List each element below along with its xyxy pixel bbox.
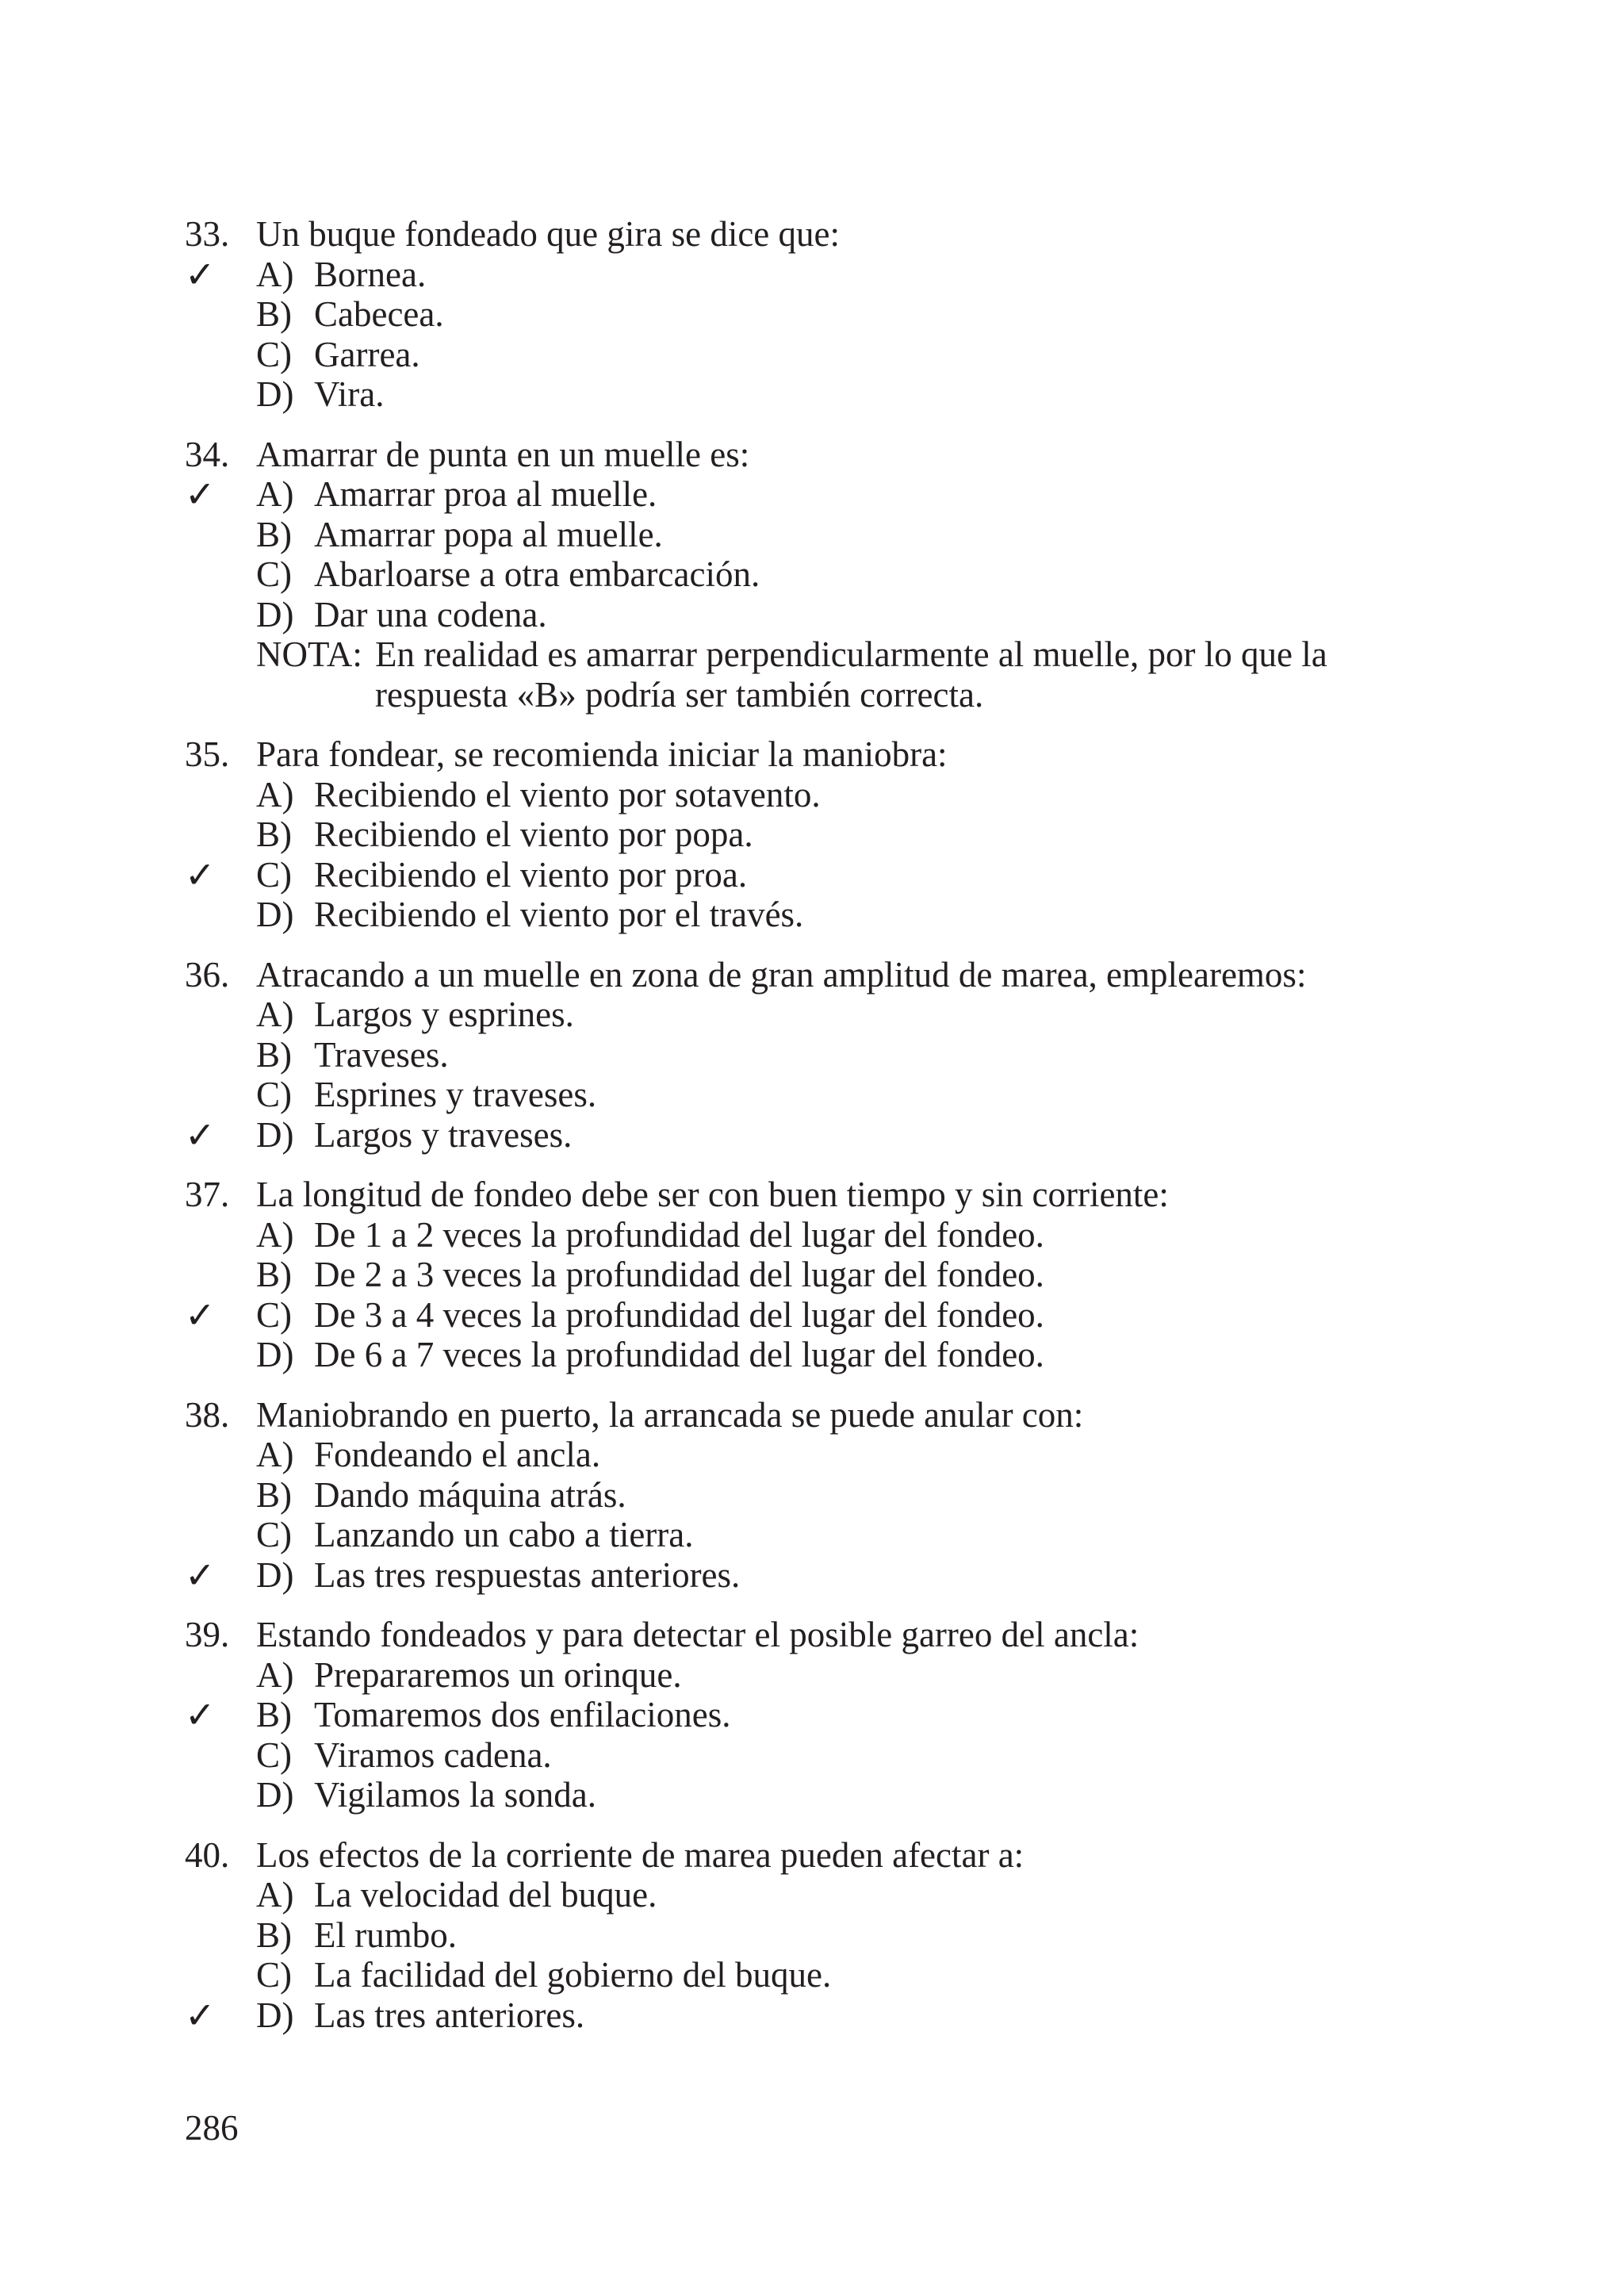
- answer-option: [185, 1775, 1454, 1815]
- answer-option: [185, 335, 1454, 375]
- option-letter: B): [256, 1474, 292, 1515]
- answer-option: [185, 474, 1454, 515]
- question-stem: [185, 214, 1454, 255]
- answer-option: [185, 515, 1454, 555]
- option-text: De 1 a 2 veces la profundidad del lugar del fondeo.: [314, 1214, 1044, 1255]
- note-line: [185, 634, 1469, 675]
- question-text: Un buque fondeado que gira se dice que:: [256, 214, 840, 254]
- question-block: [185, 435, 1454, 715]
- option-text: La facilidad del gobierno del buque.: [314, 1955, 832, 1995]
- option-letter: C): [256, 334, 292, 374]
- option-letter: D): [256, 374, 294, 414]
- question-list: [185, 214, 1454, 2055]
- answer-option: [185, 554, 1454, 595]
- answer-option: [185, 1335, 1454, 1375]
- answer-option: [185, 1735, 1454, 1776]
- question-number: 40.: [185, 1834, 230, 1875]
- option-text: De 6 a 7 veces la profundidad del lugar del fondeo.: [314, 1335, 1044, 1374]
- question-block: [185, 214, 1454, 415]
- option-letter: A): [256, 474, 294, 514]
- question-stem: [185, 1175, 1454, 1215]
- question-number: 35.: [185, 734, 230, 774]
- option-text: Traveses.: [314, 1034, 449, 1075]
- question-number: 34.: [185, 434, 230, 474]
- question-block: [185, 955, 1454, 1156]
- checkmark-icon: ✓: [185, 252, 216, 296]
- answer-option: [185, 1695, 1454, 1735]
- answer-option: [185, 1255, 1454, 1295]
- answer-option: [185, 294, 1454, 335]
- option-text: Fondeando el ancla.: [314, 1435, 601, 1474]
- option-text: Cabecea.: [314, 294, 444, 334]
- option-text: Prepararemos un orinque.: [314, 1654, 682, 1695]
- option-letter: A): [256, 995, 294, 1034]
- option-text: Largos y esprines.: [314, 995, 574, 1034]
- option-letter: C): [256, 1294, 292, 1335]
- option-letter: C): [256, 554, 292, 594]
- question-text: Atracando a un muelle en zona de gran amplitud de marea, emplearemos:: [256, 954, 1307, 995]
- answer-option: [185, 855, 1454, 895]
- question-number: 37.: [185, 1175, 230, 1214]
- checkmark-icon: ✓: [185, 1993, 216, 2037]
- checkmark-icon: ✓: [185, 1553, 216, 1596]
- option-text: Abarloarse a otra embarcación.: [314, 554, 760, 594]
- question-number: 38.: [185, 1394, 230, 1435]
- option-text: Dar una codena.: [314, 594, 547, 634]
- page-number: 286: [185, 2108, 239, 2148]
- option-text: Garrea.: [314, 334, 420, 374]
- option-letter: A): [256, 1654, 294, 1695]
- question-block: [185, 1395, 1454, 1596]
- checkmark-icon: ✓: [185, 1113, 216, 1156]
- option-text: Amarrar popa al muelle.: [314, 514, 663, 554]
- option-letter: A): [256, 1214, 294, 1255]
- question-text: Para fondear, se recomienda iniciar la maniobra:: [256, 734, 948, 774]
- question-text: La longitud de fondeo debe ser con buen tiempo y sin corriente:: [256, 1175, 1169, 1214]
- answer-option: [185, 1035, 1454, 1075]
- option-letter: C): [256, 1955, 292, 1995]
- option-letter: C): [256, 1734, 292, 1775]
- option-letter: B): [256, 1034, 292, 1075]
- answer-option: [185, 1295, 1454, 1336]
- question-number: 36.: [185, 954, 230, 995]
- answer-option: [185, 1515, 1454, 1555]
- option-text: Las tres respuestas anteriores.: [314, 1554, 741, 1595]
- option-text: El rumbo.: [314, 1915, 457, 1955]
- option-letter: D): [256, 1554, 294, 1595]
- answer-option: [185, 374, 1454, 415]
- option-text: Recibiendo el viento por sotavento.: [314, 774, 821, 815]
- option-text: Dando máquina atrás.: [314, 1474, 626, 1515]
- answer-option: [185, 1955, 1454, 1995]
- option-text: De 3 a 4 veces la profundidad del lugar del fondeo.: [314, 1294, 1044, 1335]
- option-letter: D): [256, 594, 294, 634]
- answer-option: [185, 595, 1454, 635]
- option-text: Vigilamos la sonda.: [314, 1775, 597, 1815]
- option-text: Tomaremos dos enfilaciones.: [314, 1695, 731, 1734]
- option-text: La velocidad del buque.: [314, 1875, 657, 1915]
- answer-option: [185, 1875, 1454, 1915]
- question-text: Estando fondeados y para detectar el posible garreo del ancla:: [256, 1615, 1139, 1654]
- question-stem: [185, 1615, 1454, 1655]
- answer-option: [185, 1075, 1454, 1115]
- answer-option: [185, 1215, 1454, 1255]
- option-letter: C): [256, 1075, 292, 1114]
- note-text: En realidad es amarrar perpendicularmente al muelle, por lo que la: [375, 634, 1327, 674]
- question-block: [185, 1615, 1454, 1815]
- checkmark-icon: ✓: [185, 1693, 216, 1736]
- answer-option: [185, 1995, 1454, 2036]
- option-text: Esprines y traveses.: [314, 1075, 597, 1114]
- answer-option: [185, 252, 1454, 296]
- answer-option: [185, 895, 1454, 935]
- option-letter: A): [256, 1875, 294, 1915]
- question-stem: [185, 1395, 1454, 1435]
- answer-option: [185, 1475, 1454, 1516]
- option-text: Recibiendo el viento por popa.: [314, 815, 753, 854]
- option-letter: D): [256, 1995, 294, 2035]
- answer-option: [185, 1435, 1454, 1475]
- option-text: Las tres anteriores.: [314, 1995, 585, 2035]
- option-letter: D): [256, 1114, 294, 1155]
- option-letter: B): [256, 1915, 292, 1955]
- answer-option: [185, 1115, 1454, 1156]
- answer-option: [185, 1915, 1454, 1956]
- option-letter: A): [256, 1435, 294, 1474]
- option-letter: D): [256, 895, 294, 934]
- option-letter: A): [256, 774, 294, 815]
- question-stem: [185, 1835, 1454, 1876]
- option-text: Vira.: [314, 374, 385, 414]
- answer-option: [185, 815, 1454, 855]
- option-letter: B): [256, 514, 292, 554]
- question-block: [185, 1175, 1454, 1375]
- option-letter: B): [256, 815, 292, 854]
- question-number: 33.: [185, 214, 230, 254]
- question-number: 39.: [185, 1615, 230, 1654]
- answer-option: [185, 995, 1454, 1035]
- question-text: Los efectos de la corriente de marea pueden afectar a:: [256, 1834, 1025, 1875]
- option-text: Largos y traveses.: [314, 1114, 573, 1155]
- option-letter: D): [256, 1775, 294, 1815]
- option-text: Bornea.: [314, 254, 427, 294]
- option-text: Recibiendo el viento por proa.: [314, 854, 748, 895]
- note-continuation: respuesta «B» podría ser también correcta.: [375, 674, 984, 715]
- question-stem: [185, 734, 1454, 775]
- question-text: Amarrar de punta en un muelle es:: [256, 434, 750, 474]
- option-letter: D): [256, 1335, 294, 1374]
- checkmark-icon: ✓: [185, 473, 216, 516]
- option-text: Amarrar proa al muelle.: [314, 474, 657, 514]
- option-text: Viramos cadena.: [314, 1734, 552, 1775]
- answer-option: [185, 1655, 1454, 1696]
- option-letter: B): [256, 1695, 292, 1734]
- question-stem: [185, 435, 1454, 475]
- option-text: Recibiendo el viento por el través.: [314, 895, 804, 934]
- answer-option: [185, 1555, 1454, 1596]
- note-label: NOTA:: [256, 634, 362, 674]
- option-text: Lanzando un cabo a tierra.: [314, 1515, 694, 1554]
- option-letter: C): [256, 854, 292, 895]
- option-letter: A): [256, 254, 294, 294]
- option-letter: C): [256, 1515, 292, 1554]
- checkmark-icon: ✓: [185, 853, 216, 896]
- question-block: [185, 1835, 1454, 2036]
- question-stem: [185, 955, 1454, 995]
- answer-option: [185, 775, 1454, 815]
- option-letter: B): [256, 294, 292, 334]
- checkmark-icon: ✓: [185, 1293, 216, 1336]
- question-text: Maniobrando en puerto, la arrancada se puede anular con:: [256, 1394, 1084, 1435]
- option-text: De 2 a 3 veces la profundidad del lugar del fondeo.: [314, 1255, 1044, 1294]
- question-block: [185, 734, 1454, 935]
- option-letter: B): [256, 1255, 292, 1294]
